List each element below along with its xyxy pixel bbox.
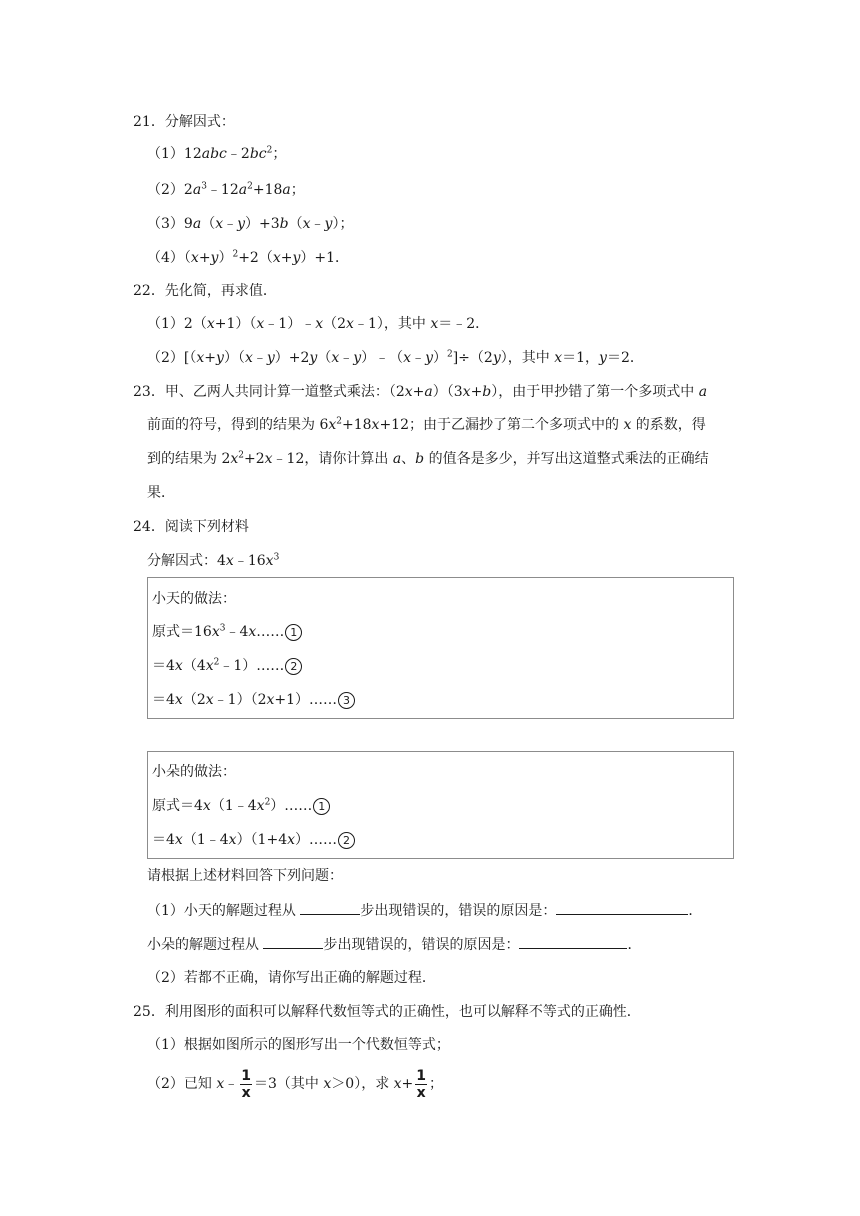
xiaotian-step2: $=4x(4x^2﹣1)\dots\dots$ 2 <box>152 656 302 676</box>
xiaoduo-title: 小朵的做法： <box>152 764 236 780</box>
q21-part1: $(1)12abc﹣2bc^2$； <box>147 145 287 162</box>
answer-blank-reason[interactable] <box>556 900 688 915</box>
q24-question1: （1）小天的解题过程从 步出现错误的，错误的原因是： ． <box>147 900 702 921</box>
q23-line4: 果． <box>147 485 175 501</box>
xiaotian-title: 小天的做法： <box>152 591 236 607</box>
fraction-one-over-x: $\frac{1}{x}$ <box>416 1067 427 1101</box>
q23-line2: 前面的符号，得到的结果为 $6x^2+18x+12$；由于乙漏抄了第二个多项式中的 x 的系数，得 <box>147 416 706 433</box>
q21-part2: $(2)2a^3﹣12a^2+18a$； <box>147 181 305 198</box>
xiaoduo-step1: 原式$=4x(1﹣4x^2)\dots\dots$ 1 <box>152 796 330 816</box>
q24-question2: （2）若都不正确，请你写出正确的解题过程． <box>147 970 436 986</box>
circled-number-1: 1 <box>285 624 302 641</box>
q24-prompt: 请根据上述材料回答下列问题： <box>147 868 343 884</box>
q25-part1: （1）根据如图所示的图形写出一个代数恒等式； <box>147 1037 450 1053</box>
q22-part2: （2）[（x+y）（x﹣y）+2y（x﹣y）﹣（x﹣y）$^2$]÷（2y），其中 x＝1，y＝2． <box>147 349 644 366</box>
circled-number-3: 3 <box>338 692 355 709</box>
q25-part2: （2）已知 x﹣ $\frac{1}{x}$ ＝3（其中 x＞0），求 x+ $\frac{1}{x}$ ； <box>147 1067 444 1101</box>
circled-number-1: 1 <box>313 798 330 815</box>
fraction-one-over-x: $\frac{1}{x}$ <box>241 1067 252 1101</box>
q24-title: 24．阅读下列材料 <box>133 519 249 535</box>
circled-number-2: 2 <box>285 658 302 675</box>
xiaotian-step1: 原式$=16x^3﹣4x\dots\dots$ 1 <box>152 622 302 642</box>
q23-line3: 到的结果为 $2x^2+2x﹣12$，请你计算出 a、b 的值各是多少，并写出这道整式乘法的正确结 <box>147 450 709 467</box>
q22-part1: （1）2（x+1）（x﹣1）﹣x（2x﹣1），其中 x＝﹣2． <box>147 316 490 332</box>
q24-question1b: 小朵的解题过程从 步出现错误的，错误的原因是： ． <box>147 934 641 955</box>
answer-blank-reason[interactable] <box>519 934 627 949</box>
q21-title: 21．分解因式： <box>133 114 235 130</box>
q25-title: 25．利用图形的面积可以解释代数恒等式的正确性，也可以解释不等式的正确性． <box>133 1004 641 1020</box>
q21-part4: $(4)(x+y)^2+2(x+y)+1$． <box>147 249 350 266</box>
circled-number-2: 2 <box>338 832 355 849</box>
q23-line1: 23．甲、乙两人共同计算一道整式乘法：（2x+a）（3x+b），由于甲抄错了第一个多项式中 a <box>133 384 708 400</box>
answer-blank-step[interactable] <box>300 900 360 915</box>
q22-title: 22．先化简，再求值． <box>133 283 277 299</box>
q21-part3: （3）9a（x﹣y）+3b（x﹣y）； <box>147 216 354 232</box>
q24-task: 分解因式：$4x﹣16x^3$ <box>147 552 280 569</box>
answer-blank-step[interactable] <box>263 934 323 949</box>
xiaoduo-step2: ＝4x（1﹣4x）（1+4x）…… 2 <box>152 830 355 850</box>
xiaotian-step3: ＝4x（2x﹣1）（2x+1）…… 3 <box>152 690 355 710</box>
